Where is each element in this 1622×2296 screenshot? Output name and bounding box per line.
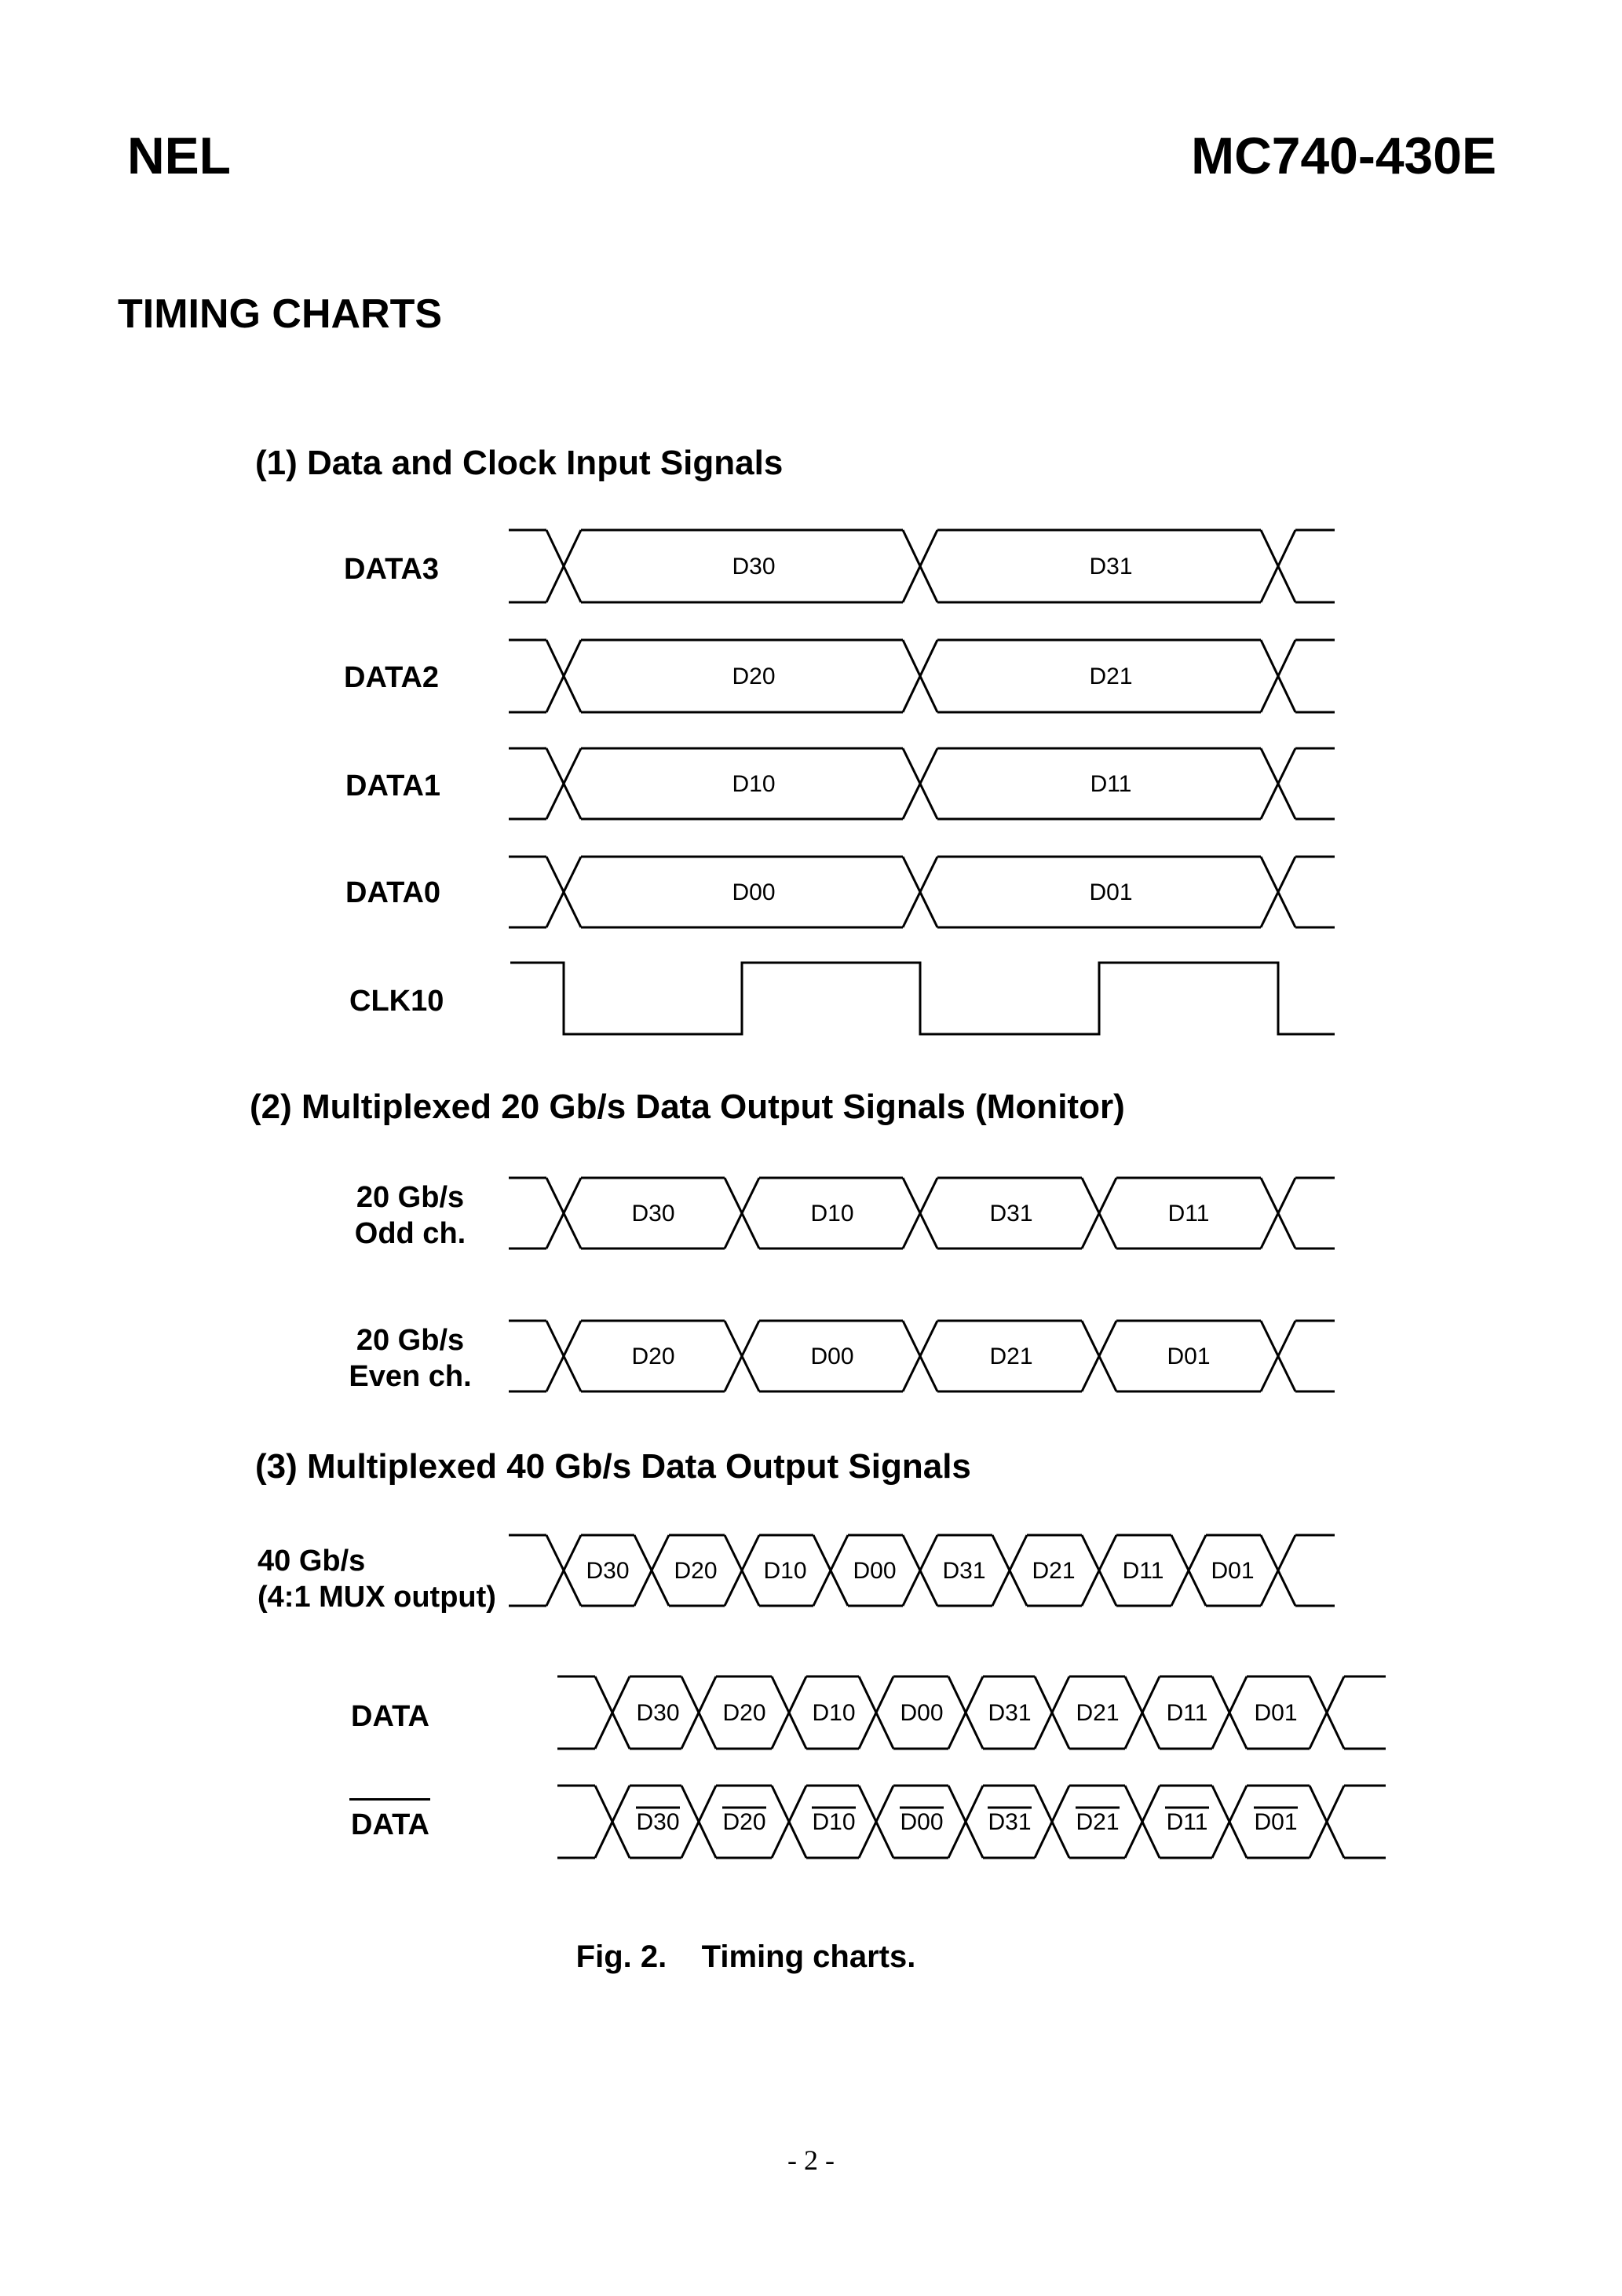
datab-cell-label: D31 (988, 1809, 1032, 1835)
label-clk10: CLK10 (349, 985, 444, 1018)
label-mux-name: (4:1 MUX output) (258, 1581, 496, 1614)
odd-cell-label: D11 (1167, 1201, 1210, 1227)
header-company: NEL (127, 126, 231, 185)
data2-cell-label: D21 (1089, 664, 1133, 689)
page-title: TIMING CHARTS (118, 291, 443, 337)
data0-cell-label: D01 (1089, 879, 1133, 905)
data-cell-label: D10 (812, 1700, 856, 1726)
label-data2: DATA2 (344, 661, 440, 694)
mux-cell-label: D01 (1211, 1558, 1255, 1584)
data2-cell-label: D20 (732, 664, 776, 689)
label-even-rate: 20 Gb/s (356, 1324, 465, 1357)
label-data3: DATA3 (344, 553, 440, 586)
label-mux-rate: 40 Gb/s (258, 1545, 366, 1578)
data-cell-label: D20 (722, 1700, 766, 1726)
label-odd-name: Odd ch. (354, 1217, 466, 1250)
label-even-name: Even ch. (349, 1360, 472, 1393)
datab-cell-label: D20 (722, 1809, 766, 1835)
even-cell-label: D01 (1167, 1344, 1211, 1369)
data-cell-label: D11 (1166, 1700, 1208, 1726)
section-3-title: (3) Multiplexed 40 Gb/s Data Output Signals (255, 1447, 971, 1486)
page-number: - 2 - (787, 2144, 835, 2176)
label-data0: DATA0 (345, 876, 441, 909)
data-cell-label: D01 (1254, 1700, 1298, 1726)
mux-cell-label: D20 (674, 1558, 718, 1584)
data3-cell-label: D30 (732, 554, 776, 579)
even-cell-label: D21 (989, 1344, 1033, 1369)
label-data-bar: DATA (351, 1808, 429, 1841)
section-1-title: (1) Data and Clock Input Signals (255, 444, 784, 482)
mux-cell-label: D21 (1032, 1558, 1076, 1584)
datab-cell-label: D10 (812, 1809, 856, 1835)
data0-cell-label: D00 (732, 879, 776, 905)
clk10-waveform (510, 963, 1335, 1034)
figure-caption: Fig. 2. Timing charts. (575, 1940, 916, 1974)
data-cell-label: D31 (988, 1700, 1032, 1726)
data1-cell-label: D11 (1090, 771, 1132, 797)
data1-cell-label: D10 (732, 771, 776, 797)
datab-cell-label: D21 (1076, 1809, 1120, 1835)
datab-cell-label: D00 (900, 1809, 944, 1835)
datab-cell-label: D01 (1254, 1809, 1298, 1835)
mux-cell-label: D00 (853, 1558, 897, 1584)
data3-cell-label: D31 (1089, 554, 1133, 579)
even-cell-label: D20 (631, 1344, 675, 1369)
mux-cell-label: D10 (763, 1558, 807, 1584)
even-cell-label: D00 (810, 1344, 854, 1369)
label-data: DATA (351, 1700, 429, 1733)
odd-cell-label: D30 (631, 1201, 675, 1227)
odd-cell-label: D10 (810, 1201, 854, 1227)
odd-cell-label: D31 (989, 1201, 1033, 1227)
data-cell-label: D21 (1076, 1700, 1120, 1726)
mux-cell-label: D30 (586, 1558, 630, 1584)
data-cell-label: D00 (900, 1700, 944, 1726)
header-part-number: MC740-430E (1191, 126, 1496, 185)
section-2-title: (2) Multiplexed 20 Gb/s Data Output Signals (Monitor) (250, 1088, 1125, 1126)
datab-cell-label: D11 (1166, 1809, 1208, 1835)
mux-cell-label: D11 (1122, 1558, 1164, 1584)
label-data1: DATA1 (345, 770, 441, 803)
datab-cell-label: D30 (636, 1809, 680, 1835)
mux-cell-label: D31 (942, 1558, 986, 1584)
data-cell-label: D30 (636, 1700, 680, 1726)
label-odd-rate: 20 Gb/s (356, 1181, 465, 1214)
